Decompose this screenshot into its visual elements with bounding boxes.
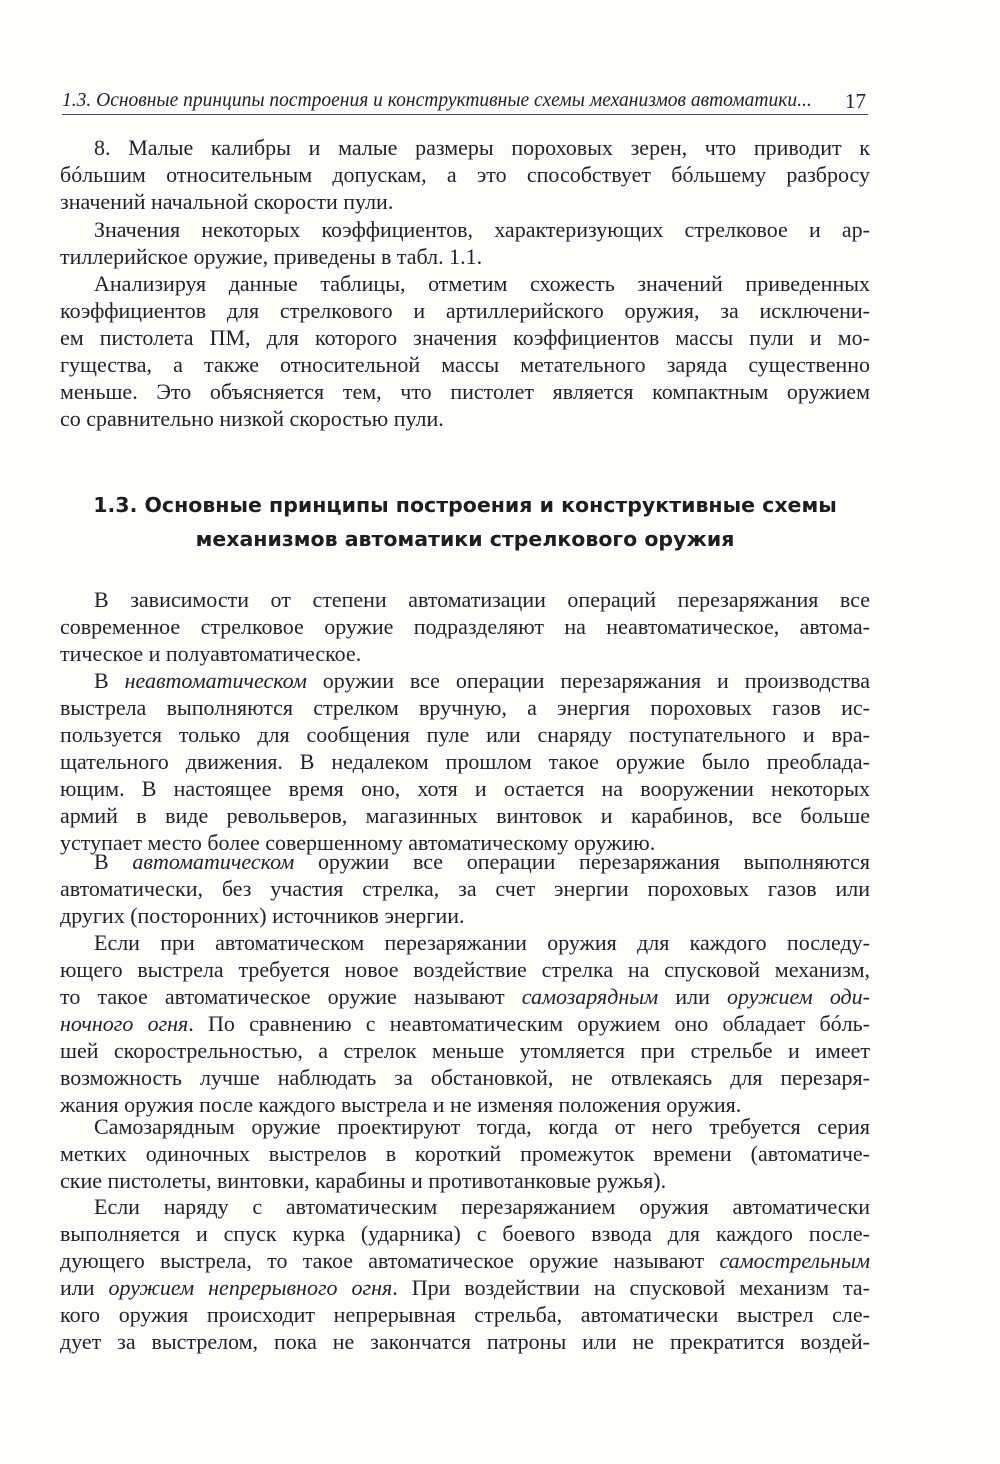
text-line: выстрела выполняются стрелком вручную, а энергия пороховых газов ис- [60, 695, 870, 720]
text-line: других (посторонних) источников энергии. [60, 903, 465, 928]
text-line: гущества, а также относительной массы метательного заряда существенно [60, 352, 870, 377]
text-line: уступает место более совершенному автоматическому оружию. [60, 830, 656, 855]
text-line: выполняется и спуск курка (ударника) с боевого взвода для каждого после- [60, 1221, 870, 1246]
text-line: тиллерийское оружие, приведены в табл. 1.1. [60, 244, 483, 269]
text-line [60, 1247, 870, 1274]
term-emphasis: ночного огня [60, 1011, 189, 1036]
term-emphasis: самострельным [719, 1248, 870, 1273]
text-line: ющим. В настоящее время оно, хотя и остается на вооружении некоторых [60, 776, 870, 801]
text-fragment: то такое автоматическое оружие называют [60, 984, 522, 1009]
text-line: меньше. Это объясняется тем, что пистолет является компактным оружием [60, 379, 870, 404]
paragraph-coefficients [60, 216, 870, 270]
text-line: Анализируя данные таблицы, отметим схожесть значений приведенных [94, 271, 870, 296]
text-fragment: дующего выстрела, то такое автоматическое оружие называют [60, 1248, 720, 1273]
text-line: Самозарядным оружие проектируют тогда, когда от него требуется серия [94, 1114, 870, 1139]
page-number: 17 [845, 89, 866, 113]
term-emphasis: неавтоматическом [124, 668, 307, 693]
paragraph-full-automatic [60, 1193, 870, 1355]
term-emphasis: самозарядным [521, 984, 659, 1009]
text-line: значений начальной скорости пули. [60, 189, 394, 214]
text-line: шей скорострельностью, а стрелок меньше утомляется при стрельбе и имеет [60, 1038, 870, 1063]
text-line [60, 983, 870, 1010]
text-line: возможность лучше наблюдать за обстановкой, не отвлекаясь для перезаря- [60, 1065, 870, 1090]
text-line: ющего выстрела требуется новое воздействие стрелка на спусковой механизм, [60, 957, 870, 982]
text-line: ские пистолеты, винтовки, карабины и противотанковые ружья). [60, 1168, 667, 1193]
text-line: современное стрелковое оружие подразделяют на неавтоматическое, автома- [60, 614, 870, 639]
paragraph-table-analysis [60, 270, 870, 432]
paragraph-item-8 [60, 134, 870, 215]
text-line: коэффициентов для стрелкового и артиллерийского оружия, за исключени- [60, 298, 870, 323]
text-line: ем пистолета ПМ, для которого значения коэффициентов массы пули и мо- [60, 325, 870, 350]
text-line: тическое и полуавтоматическое. [60, 641, 362, 666]
text-line: армий в виде револьверов, магазинных винтовок и карабинов, все больше [60, 803, 870, 828]
text-line: жания оружия после каждого выстрела и не изменяя положения оружия. [60, 1092, 742, 1117]
paragraph-classification [60, 586, 870, 667]
text-line: кого оружия происходит непрерывная стрельба, автоматически выстрел сле- [60, 1302, 870, 1327]
text-fragment: В [94, 668, 125, 693]
term-emphasis: оружием оди- [727, 984, 871, 1009]
text-line [60, 1010, 870, 1037]
text-line: пользуется только для сообщения пуле или снаряду поступательного и вра- [60, 722, 870, 747]
text-line [60, 1274, 870, 1301]
text-line: дует за выстрелом, пока не закончатся патроны или не прекратится воздей- [60, 1329, 870, 1354]
text-line: со сравнительно низкой скоростью пули. [60, 406, 444, 431]
text-line: бóльшим относительным допускам, а это способствует бóльшему разбросу [60, 162, 870, 187]
text-line: В зависимости от степени автоматизации операций перезаряжания все [94, 587, 870, 612]
text-fragment: В [94, 849, 133, 874]
term-emphasis: оружием непрерывного огня [108, 1275, 393, 1300]
text-line: метких одиночных выстрелов в короткий промежуток времени (автоматиче- [60, 1141, 870, 1166]
text-line: автоматически, без участия стрелка, за счет энергии пороховых газов или [60, 876, 870, 901]
text-line: Если при автоматическом перезаряжании оружия для каждого последу- [94, 930, 870, 955]
running-header-title: 1.3. Основные принципы построения и конструктивные схемы механизмов автоматики... [62, 90, 812, 111]
text-line: Если наряду с автоматическим перезаряжанием оружия автоматически [94, 1194, 870, 1219]
paragraph-self-loading-use [60, 1113, 870, 1194]
section-heading-line: механизмов автоматики стрелкового оружия [195, 527, 735, 551]
paragraph-automatic [60, 848, 870, 929]
text-line: 8. Малые калибры и малые размеры пороховых зерен, что приводит к [94, 135, 870, 160]
text-fragment: или [60, 1275, 109, 1300]
text-fragment: . По сравнению с неавтоматическим оружием оно обладает бóль- [188, 1011, 870, 1036]
text-line: Значения некоторых коэффициентов, характеризующих стрелковое и ар- [94, 217, 870, 242]
section-heading-line: 1.3. Основные принципы построения и конструктивные схемы [93, 493, 837, 517]
text-fragment: оружии все операции перезаряжания выполняются [294, 849, 870, 874]
text-line [60, 848, 870, 875]
running-header [62, 86, 868, 115]
text-fragment: оружии все операции перезаряжания и производства [306, 668, 870, 693]
text-fragment: . При воздействии на спусковой механизм та- [392, 1275, 870, 1300]
text-line: щательного движения. В недалеком прошлом такое оружие было преоблада- [60, 749, 870, 774]
term-emphasis: автоматическом [132, 849, 295, 874]
paragraph-self-loading [60, 929, 870, 1118]
text-line [60, 667, 870, 694]
section-heading [60, 488, 870, 556]
text-fragment: или [658, 984, 728, 1009]
paragraph-non-automatic [60, 667, 870, 856]
